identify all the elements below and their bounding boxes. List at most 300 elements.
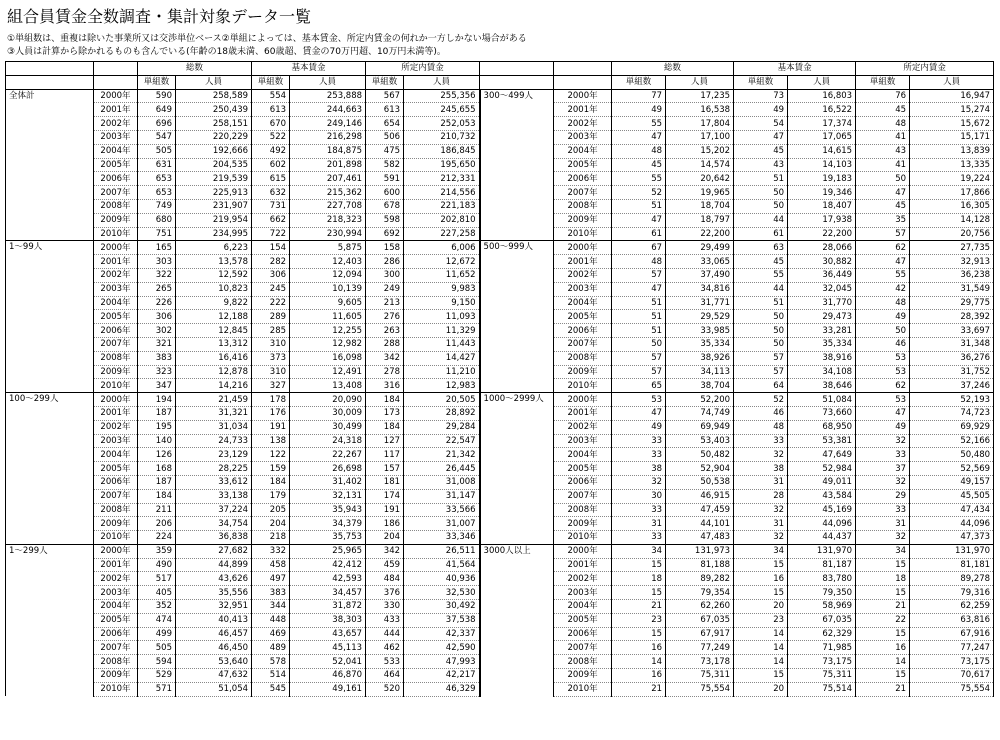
value-cell: 195,650 [404, 158, 480, 172]
value-cell: 184 [366, 420, 404, 434]
group-label [480, 627, 554, 641]
value-cell: 69,949 [666, 420, 734, 434]
value-cell: 45,169 [788, 503, 856, 517]
year-cell: 2000年 [554, 393, 612, 407]
value-cell: 73,178 [666, 655, 734, 669]
value-cell: 21,342 [404, 448, 480, 462]
value-cell: 49 [856, 310, 910, 324]
table-row [6, 310, 994, 324]
value-cell: 16 [856, 641, 910, 655]
year-cell: 2010年 [94, 531, 138, 545]
value-cell: 249 [366, 282, 404, 296]
group-label [480, 158, 554, 172]
table-row [6, 282, 994, 296]
value-cell: 42,593 [290, 572, 366, 586]
value-cell: 210,732 [404, 130, 480, 144]
value-cell: 12,592 [176, 268, 252, 282]
value-cell: 32,951 [176, 600, 252, 614]
value-cell: 731 [252, 199, 290, 213]
value-cell: 75,554 [910, 682, 994, 696]
year-cell: 2000年 [554, 544, 612, 558]
year-cell: 2008年 [94, 199, 138, 213]
value-cell: 47,483 [666, 531, 734, 545]
value-cell: 244,663 [290, 103, 366, 117]
group-label [480, 227, 554, 241]
value-cell: 46,450 [176, 641, 252, 655]
table-row [6, 117, 994, 131]
value-cell: 14 [612, 655, 666, 669]
value-cell: 49 [612, 103, 666, 117]
value-cell: 20,090 [290, 393, 366, 407]
value-cell: 62 [856, 379, 910, 393]
table-row [6, 158, 994, 172]
group-label [480, 669, 554, 683]
value-cell: 47,993 [404, 655, 480, 669]
value-cell: 27,682 [176, 544, 252, 558]
value-cell: 77 [612, 89, 666, 103]
value-cell: 38,704 [666, 379, 734, 393]
value-cell: 35,753 [290, 531, 366, 545]
value-cell: 42,337 [404, 627, 480, 641]
value-cell: 230,994 [290, 227, 366, 241]
value-cell: 6,223 [176, 241, 252, 255]
value-cell: 20 [734, 600, 788, 614]
table-row [6, 503, 994, 517]
group-label [6, 296, 94, 310]
value-cell: 9,150 [404, 296, 480, 310]
value-cell: 34,816 [666, 282, 734, 296]
value-cell: 19,965 [666, 186, 734, 200]
value-cell: 34,754 [176, 517, 252, 531]
value-cell: 11,443 [404, 337, 480, 351]
value-cell: 20 [734, 682, 788, 696]
value-cell: 662 [252, 213, 290, 227]
value-cell: 49,157 [910, 475, 994, 489]
value-cell: 49 [612, 420, 666, 434]
value-cell: 632 [252, 186, 290, 200]
value-cell: 649 [138, 103, 176, 117]
value-cell: 181 [366, 475, 404, 489]
year-cell: 2009年 [94, 365, 138, 379]
value-cell: 520 [366, 682, 404, 696]
value-cell: 11,210 [404, 365, 480, 379]
value-cell: 32,045 [788, 282, 856, 296]
group-label [480, 655, 554, 669]
value-cell: 306 [252, 268, 290, 282]
year-cell: 2000年 [94, 544, 138, 558]
value-cell: 26,445 [404, 462, 480, 476]
value-cell: 218,323 [290, 213, 366, 227]
year-cell: 2000年 [554, 241, 612, 255]
group-label [6, 337, 94, 351]
value-cell: 33,138 [176, 489, 252, 503]
table-row [6, 393, 994, 407]
year-cell: 2004年 [94, 448, 138, 462]
year-cell: 2002年 [94, 572, 138, 586]
value-cell: 33,566 [404, 503, 480, 517]
value-cell: 159 [252, 462, 290, 476]
value-cell: 751 [138, 227, 176, 241]
value-cell: 590 [138, 89, 176, 103]
value-cell: 282 [252, 255, 290, 269]
value-cell: 43 [856, 144, 910, 158]
value-cell: 12,983 [404, 379, 480, 393]
value-cell: 578 [252, 655, 290, 669]
value-cell: 73,175 [910, 655, 994, 669]
year-cell: 2010年 [94, 227, 138, 241]
value-cell: 517 [138, 572, 176, 586]
value-cell: 176 [252, 406, 290, 420]
value-cell: 383 [138, 351, 176, 365]
value-cell: 602 [252, 158, 290, 172]
value-cell: 23 [734, 613, 788, 627]
value-cell: 157 [366, 462, 404, 476]
table-row [6, 531, 994, 545]
value-cell: 52,569 [910, 462, 994, 476]
value-cell: 44,437 [788, 531, 856, 545]
group-label [480, 365, 554, 379]
year-cell: 2001年 [554, 558, 612, 572]
value-cell: 35 [856, 213, 910, 227]
year-cell: 2001年 [554, 406, 612, 420]
value-cell: 15 [856, 558, 910, 572]
value-cell: 497 [252, 572, 290, 586]
table-row [6, 462, 994, 476]
value-cell: 50 [856, 172, 910, 186]
value-cell: 342 [366, 544, 404, 558]
value-cell: 38,646 [788, 379, 856, 393]
value-cell: 17,374 [788, 117, 856, 131]
value-cell: 47,459 [666, 503, 734, 517]
value-cell: 302 [138, 324, 176, 338]
value-cell: 11,329 [404, 324, 480, 338]
value-cell: 32,530 [404, 586, 480, 600]
year-cell: 2007年 [554, 641, 612, 655]
table-row [6, 172, 994, 186]
value-cell: 50 [734, 199, 788, 213]
value-cell: 31 [734, 475, 788, 489]
value-cell: 131,970 [788, 544, 856, 558]
value-cell: 15,171 [910, 130, 994, 144]
value-cell: 117 [366, 448, 404, 462]
value-cell: 219,954 [176, 213, 252, 227]
group-label: 1000～2999人 [480, 393, 554, 407]
group-label [480, 337, 554, 351]
value-cell: 35,334 [788, 337, 856, 351]
group-label [480, 420, 554, 434]
value-cell: 30,009 [290, 406, 366, 420]
value-cell: 594 [138, 655, 176, 669]
year-cell: 2003年 [94, 282, 138, 296]
value-cell: 204,535 [176, 158, 252, 172]
value-cell: 76 [856, 89, 910, 103]
value-cell: 18 [612, 572, 666, 586]
group-label [480, 199, 554, 213]
group-label [6, 682, 94, 696]
table-row [6, 558, 994, 572]
value-cell: 522 [252, 130, 290, 144]
group-label [6, 669, 94, 683]
value-cell: 53,403 [666, 434, 734, 448]
value-cell: 600 [366, 186, 404, 200]
value-cell: 12,255 [290, 324, 366, 338]
group-label [480, 324, 554, 338]
value-cell: 405 [138, 586, 176, 600]
value-cell: 215,362 [290, 186, 366, 200]
year-cell: 2001年 [94, 406, 138, 420]
value-cell: 31 [856, 517, 910, 531]
value-cell: 218 [252, 531, 290, 545]
value-cell: 22,200 [788, 227, 856, 241]
year-cell: 2001年 [554, 103, 612, 117]
value-cell: 24,318 [290, 434, 366, 448]
table-row [6, 682, 994, 696]
value-cell: 21 [612, 682, 666, 696]
value-cell: 11,605 [290, 310, 366, 324]
value-cell: 571 [138, 682, 176, 696]
group-label [6, 172, 94, 186]
year-cell: 2005年 [94, 613, 138, 627]
year-cell: 2001年 [94, 103, 138, 117]
table-row [6, 296, 994, 310]
value-cell: 67 [612, 241, 666, 255]
value-cell: 32 [856, 434, 910, 448]
group-label [480, 531, 554, 545]
value-cell: 13,335 [910, 158, 994, 172]
value-cell: 36,838 [176, 531, 252, 545]
value-cell: 45 [734, 255, 788, 269]
value-cell: 276 [366, 310, 404, 324]
value-cell: 22,547 [404, 434, 480, 448]
value-cell: 52 [612, 186, 666, 200]
group-label [6, 130, 94, 144]
value-cell: 383 [252, 586, 290, 600]
value-cell: 43,584 [788, 489, 856, 503]
value-cell: 15,672 [910, 117, 994, 131]
value-cell: 265 [138, 282, 176, 296]
value-cell: 25,965 [290, 544, 366, 558]
value-cell: 27,735 [910, 241, 994, 255]
value-cell: 221,183 [404, 199, 480, 213]
value-cell: 186,845 [404, 144, 480, 158]
value-cell: 376 [366, 586, 404, 600]
value-cell: 53,640 [176, 655, 252, 669]
value-cell: 16,538 [666, 103, 734, 117]
value-cell: 15 [856, 586, 910, 600]
value-cell: 205 [252, 503, 290, 517]
value-cell: 245,655 [404, 103, 480, 117]
group-label: 100～299人 [6, 393, 94, 407]
value-cell: 16 [612, 641, 666, 655]
table-row [6, 103, 994, 117]
value-cell: 45 [856, 199, 910, 213]
value-cell: 505 [138, 144, 176, 158]
group-label [6, 600, 94, 614]
year-cell: 2000年 [94, 89, 138, 103]
group-label [6, 517, 94, 531]
value-cell: 33 [612, 448, 666, 462]
value-cell: 79,354 [666, 586, 734, 600]
value-cell: 50 [856, 324, 910, 338]
year-cell: 2002年 [94, 268, 138, 282]
value-cell: 749 [138, 199, 176, 213]
value-cell: 49 [734, 103, 788, 117]
value-cell: 47 [612, 406, 666, 420]
value-cell: 40,413 [176, 613, 252, 627]
value-cell: 29,284 [404, 420, 480, 434]
value-cell: 12,982 [290, 337, 366, 351]
value-cell: 52,193 [910, 393, 994, 407]
year-cell: 2004年 [554, 600, 612, 614]
table-row [6, 544, 994, 558]
value-cell: 692 [366, 227, 404, 241]
value-cell: 322 [138, 268, 176, 282]
table-row [6, 669, 994, 683]
year-cell: 2004年 [554, 144, 612, 158]
group-label [6, 310, 94, 324]
group-label [6, 282, 94, 296]
value-cell: 73,175 [788, 655, 856, 669]
value-cell: 126 [138, 448, 176, 462]
value-cell: 654 [366, 117, 404, 131]
page-title: 組合員賃金全数調査・集計対象データ一覧 [7, 7, 312, 26]
note-line-1: ①単組数は、重複は除いた事業所又は交渉単位ベース②単組によっては、基本賃金、所定内賃金の何れか一方しかない場合がある [7, 34, 527, 44]
value-cell: 19,183 [788, 172, 856, 186]
year-cell: 2008年 [94, 351, 138, 365]
group-label [480, 517, 554, 531]
value-cell: 16,947 [910, 89, 994, 103]
table-row [6, 406, 994, 420]
value-cell: 29,473 [788, 310, 856, 324]
table-row [6, 324, 994, 338]
group-label [6, 503, 94, 517]
value-cell: 469 [252, 627, 290, 641]
table-row [6, 241, 994, 255]
year-cell: 2004年 [94, 600, 138, 614]
value-cell: 49 [856, 420, 910, 434]
value-cell: 45,113 [290, 641, 366, 655]
value-cell: 41 [856, 158, 910, 172]
value-cell: 37 [856, 462, 910, 476]
value-cell: 50 [734, 310, 788, 324]
group-label [6, 379, 94, 393]
value-cell: 62 [856, 241, 910, 255]
value-cell: 63 [734, 241, 788, 255]
value-cell: 255,356 [404, 89, 480, 103]
value-cell: 17,065 [788, 130, 856, 144]
value-cell: 300 [366, 268, 404, 282]
value-cell: 207,461 [290, 172, 366, 186]
group-label [480, 103, 554, 117]
year-cell: 2002年 [554, 268, 612, 282]
value-cell: 47,434 [910, 503, 994, 517]
value-cell: 191 [252, 420, 290, 434]
value-cell: 249,146 [290, 117, 366, 131]
value-cell: 42,217 [404, 669, 480, 683]
group-label [480, 503, 554, 517]
value-cell: 51 [612, 324, 666, 338]
year-cell: 2006年 [94, 172, 138, 186]
value-cell: 33,697 [910, 324, 994, 338]
group-label [6, 186, 94, 200]
value-cell: 303 [138, 255, 176, 269]
value-cell: 31,147 [404, 489, 480, 503]
year-cell: 2006年 [94, 475, 138, 489]
table-row [6, 641, 994, 655]
value-cell: 34,457 [290, 586, 366, 600]
value-cell: 89,282 [666, 572, 734, 586]
value-cell: 74,749 [666, 406, 734, 420]
value-cell: 29,529 [666, 310, 734, 324]
group-label: 500～999人 [480, 241, 554, 255]
value-cell: 499 [138, 627, 176, 641]
value-cell: 184 [138, 489, 176, 503]
header-units: 単組数 [612, 75, 666, 89]
value-cell: 214,556 [404, 186, 480, 200]
value-cell: 15 [612, 627, 666, 641]
value-cell: 30,882 [788, 255, 856, 269]
value-cell: 74,723 [910, 406, 994, 420]
value-cell: 131,973 [666, 544, 734, 558]
group-label [6, 213, 94, 227]
value-cell: 186 [366, 517, 404, 531]
year-cell: 2003年 [94, 130, 138, 144]
value-cell: 46 [856, 337, 910, 351]
value-cell: 48 [612, 144, 666, 158]
value-cell: 505 [138, 641, 176, 655]
value-cell: 75,311 [788, 669, 856, 683]
group-label [6, 613, 94, 627]
table-row [6, 448, 994, 462]
table-row [6, 379, 994, 393]
value-cell: 48 [734, 420, 788, 434]
value-cell: 52,984 [788, 462, 856, 476]
value-cell: 224 [138, 531, 176, 545]
value-cell: 53 [856, 365, 910, 379]
value-cell: 31,034 [176, 420, 252, 434]
value-cell: 45,505 [910, 489, 994, 503]
value-cell: 234,995 [176, 227, 252, 241]
value-cell: 32 [856, 475, 910, 489]
value-cell: 631 [138, 158, 176, 172]
year-cell: 2005年 [554, 310, 612, 324]
value-cell: 65 [612, 379, 666, 393]
year-cell: 2006年 [554, 324, 612, 338]
value-cell: 31,872 [290, 600, 366, 614]
table-row [6, 144, 994, 158]
value-cell: 63,816 [910, 613, 994, 627]
value-cell: 50 [734, 324, 788, 338]
value-cell: 220,229 [176, 130, 252, 144]
value-cell: 204 [366, 531, 404, 545]
value-cell: 18 [856, 572, 910, 586]
table-row [6, 213, 994, 227]
value-cell: 31,348 [910, 337, 994, 351]
value-cell: 51 [734, 172, 788, 186]
value-cell: 678 [366, 199, 404, 213]
value-cell: 57 [856, 227, 910, 241]
value-cell: 36,449 [788, 268, 856, 282]
year-cell: 2009年 [554, 517, 612, 531]
value-cell: 5,875 [290, 241, 366, 255]
value-cell: 227,258 [404, 227, 480, 241]
value-cell: 44 [734, 282, 788, 296]
value-cell: 31,008 [404, 475, 480, 489]
value-cell: 12,672 [404, 255, 480, 269]
value-cell: 33,281 [788, 324, 856, 338]
value-cell: 179 [252, 489, 290, 503]
year-cell: 2008年 [554, 351, 612, 365]
